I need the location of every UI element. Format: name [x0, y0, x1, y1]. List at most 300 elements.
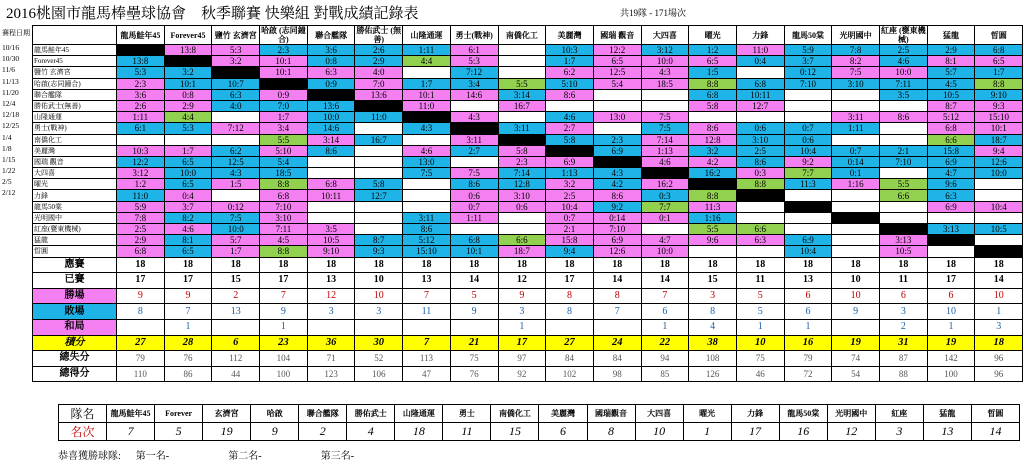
summary-value: 18 — [260, 257, 308, 273]
score-cell: 10:0 — [641, 246, 689, 257]
summary-label: 應賽 — [33, 257, 117, 273]
score-cell: 7:8 — [832, 45, 880, 56]
summary-value: 1 — [641, 319, 689, 335]
column-header-team: Forever45 — [164, 26, 212, 45]
summary-value: 8 — [689, 304, 737, 320]
grid-row — [33, 78, 1023, 89]
score-cell — [784, 112, 832, 123]
self-match-cell — [212, 67, 260, 78]
score-cell — [689, 246, 737, 257]
score-cell: 1:13 — [546, 168, 594, 179]
rank-position-value: 9 — [251, 423, 299, 441]
summary-value: 7 — [164, 304, 212, 320]
column-header-team: 南僑化工 — [498, 26, 546, 45]
score-cell: 13:0 — [593, 112, 641, 123]
score-cell: 10:5 — [880, 246, 928, 257]
summary-value: 1 — [736, 319, 784, 335]
column-header-team: 光明國中 — [832, 26, 880, 45]
score-cell — [355, 145, 403, 156]
score-cell: 8:6 — [307, 145, 355, 156]
score-cell: 0:14 — [832, 156, 880, 167]
summary-value: 17 — [117, 273, 165, 289]
rank-team-name: 曜光 — [683, 405, 731, 423]
row-label-team: 美麗灣 — [33, 145, 117, 156]
schedule-date: 12/18 — [2, 110, 20, 120]
score-cell: 9:3 — [355, 246, 403, 257]
score-cell: 4:3 — [212, 168, 260, 179]
rank-team-name: 哈啟 — [251, 405, 299, 423]
self-match-cell — [260, 78, 308, 89]
score-cell: 1:16 — [689, 212, 737, 223]
summary-value: 96 — [975, 351, 1023, 367]
score-cell: 11:0 — [403, 100, 451, 111]
score-cell: 3:13 — [927, 224, 975, 235]
score-cell: 18:7 — [498, 246, 546, 257]
row-label-team: 龍馬鮭年45 — [33, 45, 117, 56]
score-cell: 5:7 — [212, 235, 260, 246]
score-cell: 14:6 — [450, 89, 498, 100]
score-cell: 5:9 — [784, 45, 832, 56]
score-cell — [736, 201, 784, 212]
row-label-team: 鹽竹 玄濟宮 — [33, 67, 117, 78]
summary-label: 總得分 — [33, 366, 117, 382]
score-cell: 7:11 — [880, 78, 928, 89]
score-cell — [355, 156, 403, 167]
score-cell: 6:5 — [164, 156, 212, 167]
score-cell: 7:0 — [355, 78, 403, 89]
score-cell: 7:11 — [260, 224, 308, 235]
summary-value: 18 — [307, 257, 355, 273]
score-cell: 10:0 — [212, 224, 260, 235]
schedule-header: 賽程日期 — [2, 29, 30, 37]
score-cell: 4:7 — [641, 235, 689, 246]
score-cell: 6:6 — [927, 134, 975, 145]
score-cell — [641, 100, 689, 111]
summary-value: 75 — [450, 351, 498, 367]
score-cell: 6:1 — [117, 123, 165, 134]
score-cell: 8:8 — [689, 190, 737, 201]
summary-value: 142 — [927, 351, 975, 367]
summary-value: 92 — [498, 366, 546, 382]
score-cell: 4:7 — [927, 168, 975, 179]
score-cell: 11:0 — [355, 112, 403, 123]
score-cell: 13:0 — [403, 156, 451, 167]
summary-value: 54 — [832, 366, 880, 382]
summary-value: 72 — [784, 366, 832, 382]
score-cell: 4:3 — [450, 112, 498, 123]
score-cell — [832, 235, 880, 246]
column-header-team: 美麗灣 — [546, 26, 594, 45]
score-cell: 0:6 — [450, 190, 498, 201]
score-cell: 5:3 — [117, 67, 165, 78]
score-cell: 3:5 — [307, 224, 355, 235]
score-cell: 5:8 — [498, 145, 546, 156]
score-cell: 3:10 — [832, 78, 880, 89]
score-cell: 12:2 — [593, 45, 641, 56]
summary-value: 9 — [832, 304, 880, 320]
schedule-date: 1/15 — [2, 154, 16, 164]
summary-value: 30 — [355, 335, 403, 351]
summary-value: 18 — [117, 257, 165, 273]
score-cell: 2:9 — [355, 56, 403, 67]
score-cell — [832, 89, 880, 100]
row-label-team: 龍馬50棠 — [33, 201, 117, 212]
summary-value: 28 — [164, 335, 212, 351]
score-cell: 4:6 — [880, 56, 928, 67]
summary-value: 96 — [975, 366, 1023, 382]
schedule-date: 2/12 — [2, 188, 16, 198]
row-label-team: 哈啟(志同鐘合) — [33, 78, 117, 89]
summary-value: 17 — [927, 273, 975, 289]
score-cell — [498, 224, 546, 235]
grid-row — [33, 235, 1023, 246]
score-cell: 4:0 — [355, 67, 403, 78]
summary-value: 11 — [736, 273, 784, 289]
summary-label: 勝場 — [33, 288, 117, 304]
score-cell: 0:6 — [498, 201, 546, 212]
score-cell: 13:6 — [355, 89, 403, 100]
score-cell — [450, 100, 498, 111]
score-cell: 2:1 — [880, 145, 928, 156]
score-cell: 0:1 — [641, 212, 689, 223]
rank-position-value: 10 — [635, 423, 683, 441]
summary-value: 8 — [546, 304, 594, 320]
score-cell: 6:5 — [975, 56, 1023, 67]
score-cell — [641, 224, 689, 235]
score-cell — [355, 201, 403, 212]
score-cell: 2:5 — [546, 190, 594, 201]
summary-value: 15 — [212, 273, 260, 289]
score-cell — [880, 134, 928, 145]
summary-value: 2 — [212, 288, 260, 304]
row-label-team: 大四喜 — [33, 168, 117, 179]
score-cell: 3:2 — [546, 179, 594, 190]
column-header-team: 猛龍 — [927, 26, 975, 45]
score-cell: 4:6 — [546, 112, 594, 123]
score-cell — [546, 100, 594, 111]
score-cell: 9:10 — [307, 246, 355, 257]
schedule-date: 11/13 — [2, 76, 19, 86]
summary-value: 3 — [307, 304, 355, 320]
summary-value: 11 — [403, 304, 451, 320]
score-cell: 12:7 — [355, 190, 403, 201]
grid-row — [33, 201, 1023, 212]
summary-value: 6 — [784, 304, 832, 320]
summary-value: 12 — [307, 288, 355, 304]
score-cell: 1:7 — [212, 246, 260, 257]
score-cell: 6:5 — [689, 56, 737, 67]
score-cell: 4:4 — [164, 112, 212, 123]
score-cell — [832, 134, 880, 145]
rank-position-value: 5 — [155, 423, 203, 441]
row-label-team: 勇士(戰神) — [33, 123, 117, 134]
summary-value: 11 — [880, 273, 928, 289]
summary-value: 21 — [450, 335, 498, 351]
score-cell: 5:7 — [927, 67, 975, 78]
row-label-team: 晢圓 — [33, 246, 117, 257]
score-cell: 4:3 — [403, 123, 451, 134]
score-cell: 0:7 — [450, 201, 498, 212]
rank-team-name: Forever — [155, 405, 203, 423]
summary-label: 總失分 — [33, 351, 117, 367]
grid-row — [33, 212, 1023, 223]
grid-row — [33, 145, 1023, 156]
row-label-team: 猛龍 — [33, 235, 117, 246]
score-cell: 0:12 — [784, 67, 832, 78]
summary-value: 108 — [689, 351, 737, 367]
score-cell: 9:3 — [975, 100, 1023, 111]
score-cell: 11:3 — [689, 201, 737, 212]
score-cell — [927, 212, 975, 223]
column-header-team: 哈啟 (志同鐘合) — [261, 26, 306, 44]
score-cell: 2:6 — [355, 45, 403, 56]
score-cell: 5:10 — [260, 145, 308, 156]
score-cell: 1:7 — [403, 78, 451, 89]
score-cell: 2:9 — [927, 45, 975, 56]
summary-value — [307, 319, 355, 335]
summary-value: 14 — [593, 273, 641, 289]
score-cell: 2:3 — [593, 134, 641, 145]
summary-value — [832, 319, 880, 335]
score-cell: 6:5 — [593, 56, 641, 67]
score-cell — [784, 212, 832, 223]
score-cell — [117, 134, 165, 145]
rank-position-value: 1 — [683, 423, 731, 441]
rank-position-value: 16 — [779, 423, 827, 441]
summary-value: 126 — [689, 366, 737, 382]
score-cell: 8:6 — [450, 179, 498, 190]
rank-position-value: 14 — [971, 423, 1019, 441]
score-cell — [880, 168, 928, 179]
score-cell: 1:13 — [641, 145, 689, 156]
score-cell: 1:11 — [450, 212, 498, 223]
score-cell: 12:7 — [736, 100, 784, 111]
summary-value: 84 — [546, 351, 594, 367]
summary-value: 18 — [975, 257, 1023, 273]
score-cell: 0:9 — [307, 78, 355, 89]
summary-value: 1 — [975, 304, 1023, 320]
score-cell: 2:9 — [164, 100, 212, 111]
score-cell: 4:5 — [927, 78, 975, 89]
score-cell: 4:2 — [593, 179, 641, 190]
score-cell: 5:3 — [450, 56, 498, 67]
score-cell: 1:7 — [164, 145, 212, 156]
summary-value: 10 — [736, 335, 784, 351]
summary-value: 22 — [641, 335, 689, 351]
score-cell: 2:7 — [546, 123, 594, 134]
score-cell: 8:7 — [355, 235, 403, 246]
schedule-date: 12/25 — [2, 121, 20, 131]
summary-value: 9 — [117, 288, 165, 304]
summary-value: 7 — [641, 288, 689, 304]
summary-value: 100 — [927, 366, 975, 382]
summary-row — [33, 319, 1023, 335]
summary-value: 5 — [736, 304, 784, 320]
summary-value: 76 — [450, 366, 498, 382]
self-match-cell — [164, 56, 212, 67]
row-label-team: 聯合艦隊 — [33, 89, 117, 100]
score-cell: 6:3 — [736, 235, 784, 246]
score-cell: 10:3 — [117, 145, 165, 156]
score-cell: 2:9 — [117, 235, 165, 246]
summary-value: 17 — [546, 273, 594, 289]
summary-value: 5 — [450, 288, 498, 304]
score-cell: 15:10 — [403, 246, 451, 257]
self-match-cell — [450, 123, 498, 134]
score-cell: 6:9 — [927, 201, 975, 212]
score-cell: 2:5 — [736, 145, 784, 156]
score-cell: 7:14 — [498, 168, 546, 179]
score-cell: 2:3 — [117, 78, 165, 89]
score-cell — [784, 100, 832, 111]
score-cell: 9:2 — [593, 201, 641, 212]
score-cell: 10:5 — [307, 235, 355, 246]
summary-value: 9 — [498, 288, 546, 304]
score-cell: 4:6 — [403, 145, 451, 156]
score-cell: 10:4 — [784, 246, 832, 257]
summary-value: 19 — [927, 335, 975, 351]
score-cell: 14:6 — [307, 123, 355, 134]
score-cell: 8:8 — [260, 246, 308, 257]
summary-value: 1 — [260, 319, 308, 335]
self-match-cell — [355, 100, 403, 111]
score-cell: 3:14 — [307, 134, 355, 145]
score-cell: 9:6 — [689, 235, 737, 246]
grid-row — [33, 179, 1023, 190]
score-cell — [403, 190, 451, 201]
grid-row — [33, 100, 1023, 111]
score-cell: 7:10 — [260, 201, 308, 212]
score-cell — [355, 168, 403, 179]
score-cell: 5:10 — [546, 78, 594, 89]
score-cell: 1:11 — [832, 123, 880, 134]
score-cell: 0:9 — [260, 89, 308, 100]
score-cell: 8:6 — [736, 156, 784, 167]
score-cell: 18:5 — [260, 168, 308, 179]
summary-value: 18 — [641, 257, 689, 273]
ranking-table — [58, 404, 1020, 441]
score-cell — [832, 100, 880, 111]
summary-label: 已賽 — [33, 273, 117, 289]
score-cell — [212, 112, 260, 123]
score-cell: 9:6 — [927, 179, 975, 190]
score-cell: 10:5 — [927, 89, 975, 100]
score-cell: 10:4 — [975, 201, 1023, 212]
summary-value: 3 — [689, 288, 737, 304]
summary-row — [33, 304, 1023, 320]
footer-first: 第一名- — [135, 451, 170, 462]
score-cell: 3:10 — [260, 212, 308, 223]
summary-value: 4 — [689, 319, 737, 335]
summary-value: 44 — [212, 366, 260, 382]
summary-value: 1 — [927, 319, 975, 335]
score-cell — [832, 201, 880, 212]
rank-position-value: 19 — [203, 423, 251, 441]
score-cell: 3:10 — [498, 190, 546, 201]
summary-value — [593, 319, 641, 335]
score-cell: 7:10 — [784, 78, 832, 89]
score-cell: 3:11 — [403, 212, 451, 223]
summary-value: 10 — [355, 288, 403, 304]
column-header-team: 山隆通運 — [403, 26, 451, 45]
summary-value: 8 — [546, 288, 594, 304]
score-cell — [832, 246, 880, 257]
summary-value: 97 — [498, 351, 546, 367]
schedule-date: 12/4 — [2, 98, 16, 108]
score-cell: 4:6 — [164, 224, 212, 235]
score-cell: 13:8 — [117, 56, 165, 67]
score-cell: 5:3 — [164, 123, 212, 134]
score-cell: 10:0 — [880, 67, 928, 78]
score-cell — [784, 224, 832, 235]
score-cell: 6:1 — [450, 45, 498, 56]
score-cell: 3:5 — [880, 89, 928, 100]
summary-value: 18 — [784, 257, 832, 273]
column-header-team: 勇士(戰神) — [450, 26, 498, 45]
schedule-date: 1/8 — [2, 143, 12, 153]
summary-value: 8 — [593, 288, 641, 304]
grid-row — [33, 156, 1023, 167]
score-cell: 10:1 — [260, 56, 308, 67]
score-cell — [880, 100, 928, 111]
score-cell: 10:1 — [403, 89, 451, 100]
summary-value: 2 — [880, 319, 928, 335]
summary-value: 106 — [355, 366, 403, 382]
score-cell: 5:8 — [546, 134, 594, 145]
score-cell: 10:1 — [164, 78, 212, 89]
row-label-team: Forever45 — [33, 56, 117, 67]
score-cell — [593, 89, 641, 100]
score-cell — [832, 190, 880, 201]
summary-value: 7 — [260, 288, 308, 304]
score-cell — [641, 89, 689, 100]
score-cell: 16:7 — [355, 134, 403, 145]
score-cell: 10:7 — [212, 78, 260, 89]
score-cell: 0:6 — [736, 123, 784, 134]
summary-row — [33, 257, 1023, 273]
score-cell — [403, 179, 451, 190]
score-cell: 1:2 — [117, 179, 165, 190]
score-cell: 8:6 — [403, 224, 451, 235]
summary-value: 24 — [593, 335, 641, 351]
score-cell: 3:2 — [212, 56, 260, 67]
score-cell: 7:5 — [403, 168, 451, 179]
score-cell: 4:6 — [641, 156, 689, 167]
rank-position-value: 6 — [539, 423, 587, 441]
summary-row — [33, 273, 1023, 289]
summary-value: 10 — [975, 288, 1023, 304]
summary-value: 94 — [641, 351, 689, 367]
summary-value: 85 — [641, 366, 689, 382]
score-cell: 8:6 — [546, 89, 594, 100]
score-cell: 0:3 — [736, 168, 784, 179]
summary-value: 6 — [880, 288, 928, 304]
score-cell: 12:6 — [975, 156, 1023, 167]
schedule-dates — [2, 42, 32, 199]
score-cell — [736, 212, 784, 223]
summary-value: 10 — [832, 273, 880, 289]
score-cell: 4:0 — [212, 100, 260, 111]
score-cell: 6:8 — [450, 235, 498, 246]
column-header-team: 曜光 — [689, 26, 737, 45]
score-cell: 1:11 — [403, 45, 451, 56]
score-cell: 3:11 — [498, 123, 546, 134]
score-cell: 7:7 — [641, 201, 689, 212]
grid-row — [33, 224, 1023, 235]
score-cell: 6:6 — [880, 190, 928, 201]
score-cell: 5:3 — [212, 45, 260, 56]
summary-value — [403, 319, 451, 335]
